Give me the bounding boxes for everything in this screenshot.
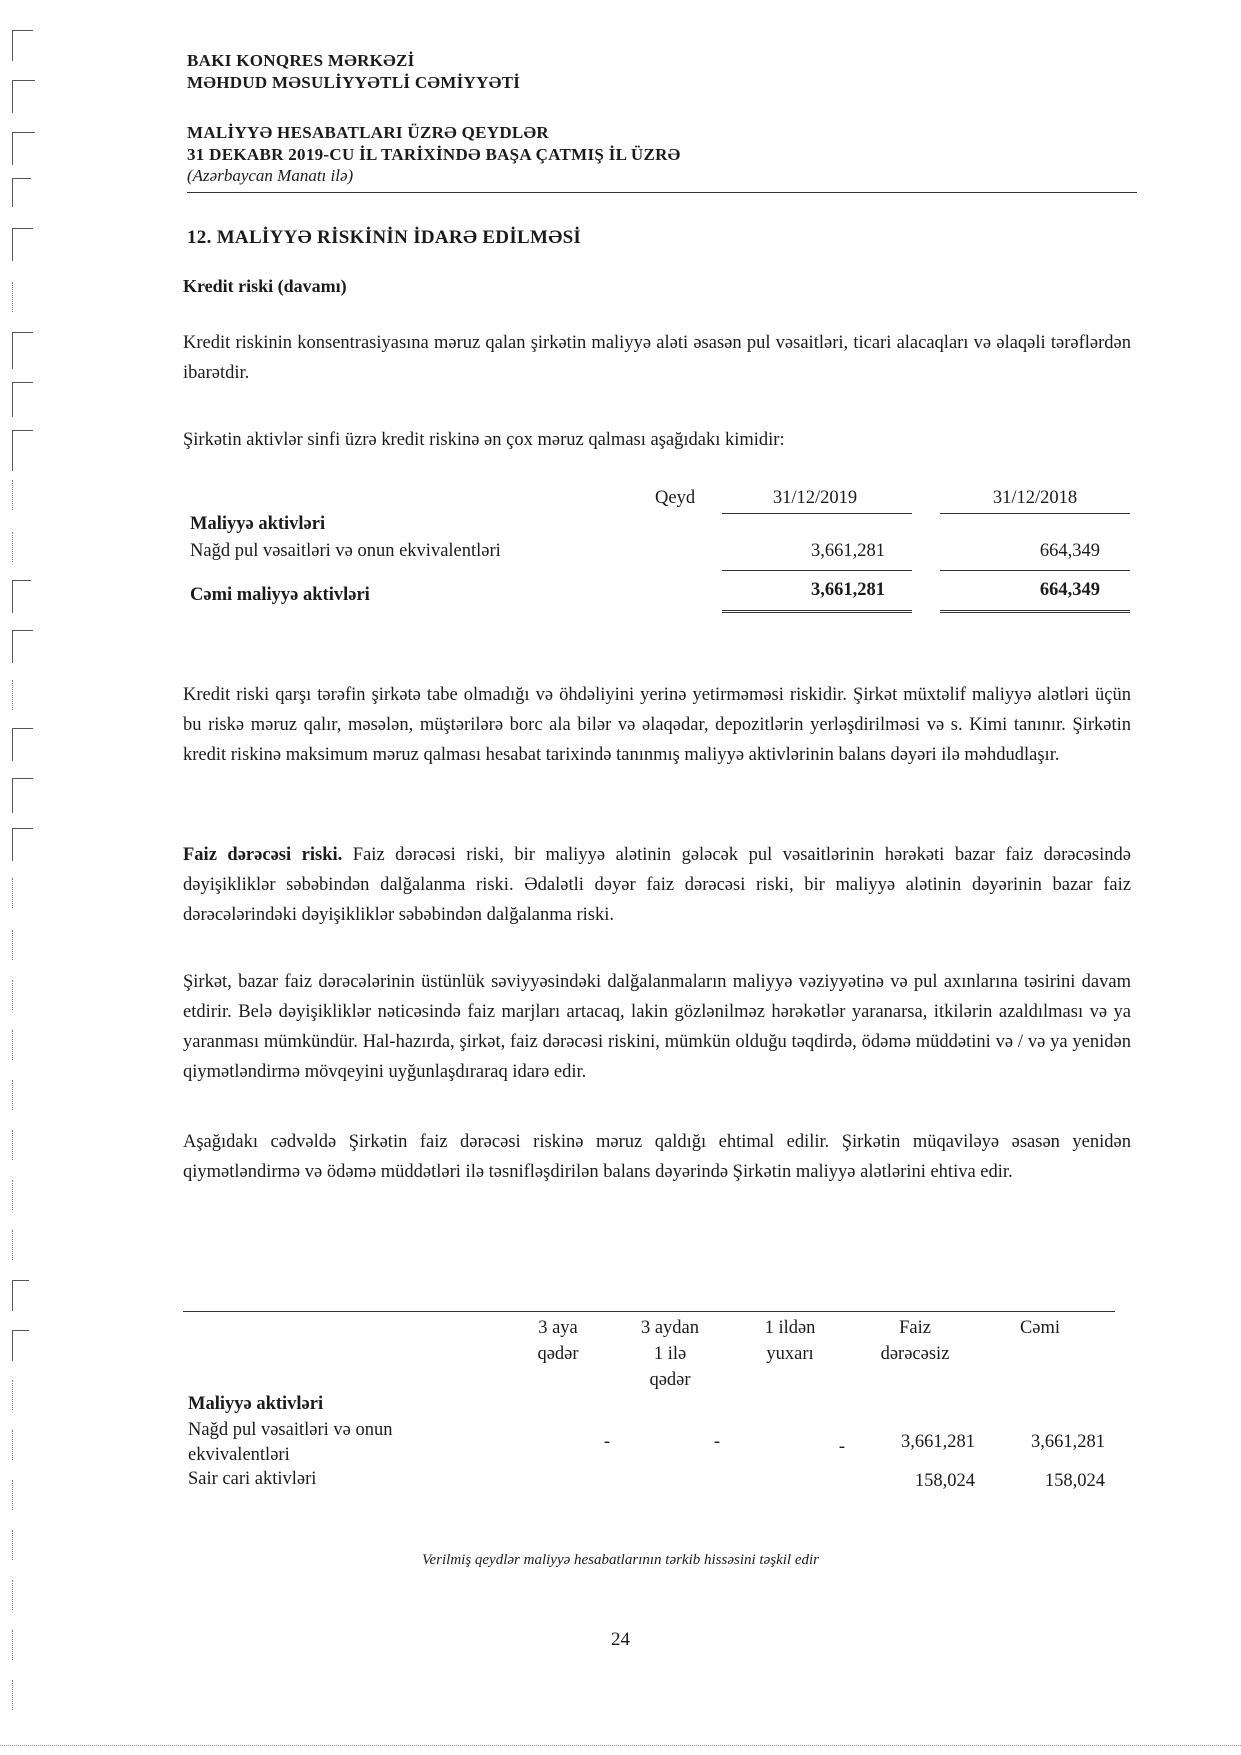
table1-total-2018: 664,349	[1039, 580, 1100, 600]
table1-row-2018: 664,349	[1039, 541, 1100, 561]
table2-header-col2-l2: 1 ilə	[653, 1344, 687, 1364]
table2-header-col1	[508, 1315, 608, 1367]
table2-row2-label: Sair cari aktivləri	[188, 1469, 317, 1489]
table2-row1-label	[188, 1418, 392, 1468]
table2-header-col5-l1: Cəmi	[1019, 1318, 1061, 1338]
scan-bottom-edge	[0, 1745, 1241, 1746]
table1-header-rule-2019	[722, 513, 912, 514]
header-rule	[187, 192, 1137, 193]
table2-header-col5	[990, 1315, 1090, 1341]
paragraph-4	[183, 840, 1131, 930]
table2-row1-col1: -	[603, 1432, 610, 1452]
table2-top-rule	[183, 1311, 1115, 1312]
table1-subtotal-rule-2018	[940, 570, 1130, 571]
table2-header-col4	[855, 1315, 975, 1367]
table2-header-col3-l1: 1 ildən	[764, 1318, 816, 1338]
table2-row2-col5: 158,024	[1044, 1471, 1105, 1491]
table1-total-2019: 3,661,281	[811, 580, 885, 600]
table2-header-col4-l1: Faiz	[899, 1318, 931, 1338]
paragraph-1: Kredit riskinin konsentrasiyasına məruz qalan şirkətin maliyyə aləti əsasən pul vəsaitləri, ticari alacaqları və əlaqəli tərəflərdən ibarətdir.	[183, 333, 1131, 383]
table2-row1-label-l2: ekvivalentləri	[188, 1445, 290, 1465]
table1-header-note: Qeyd	[655, 488, 696, 508]
table2-row2-col4: 158,024	[914, 1471, 975, 1491]
table2-row1-col4: 3,661,281	[901, 1432, 975, 1452]
table2-header-col2-l1: 3 aydan	[640, 1318, 700, 1338]
table2-header-col3-l2: yuxarı	[766, 1344, 814, 1364]
table1-total-rule-2018	[940, 610, 1130, 613]
table1-header-2018: 31/12/2018	[992, 488, 1078, 508]
table1-row-label: Nağd pul vəsaitləri və onun ekvivalentləri	[190, 541, 501, 561]
table2-header-col2	[615, 1315, 725, 1393]
section-title: 12. MALİYYƏ RİSKİNİN İDARƏ EDİLMƏSİ	[187, 227, 582, 248]
table2-row1-col2: -	[713, 1432, 720, 1452]
table1-group-label: Maliyyə aktivləri	[190, 514, 326, 534]
paragraph-3: Kredit riski qarşı tərəfin şirkətə tabe olmadığı və öhdəliyini yerinə yetirməməsi riskidir. Şirkət müxtəlif maliyyə alətləri üçün bu riskə məruz qalır, məsələn, müştərilərə borc ala bilər və əlaqədar, depozitlərin yerləşdirilməsi və s. Kimi tanınır. Şirkətin kredit riskinə maksimum məruz qalması hesabat tarixində tanınmış maliyyə aktivlərinin balans dəyəri ilə məhdudlaşır.	[183, 685, 1131, 765]
table1-row-2019: 3,661,281	[811, 541, 885, 561]
table1-header-rule-2018	[940, 513, 1130, 514]
report-title-line2: 31 DEKABR 2019-CU İL TARİXİNDƏ BAŞA ÇATMIŞ İL ÜZRƏ	[187, 145, 681, 164]
table2-header-col1-l2: qədər	[537, 1344, 579, 1364]
currency-note: (Azərbaycan Manatı ilə)	[187, 166, 354, 185]
table2-row1-label-l1: Nağd pul vəsaitləri və onun	[188, 1420, 393, 1440]
subheading: Kredit riski (davamı)	[183, 276, 347, 296]
company-name-line1: BAKI KONQRES MƏRKƏZİ	[187, 51, 415, 70]
page-number: 24	[611, 1629, 630, 1650]
table2-row1-col3: -	[838, 1437, 845, 1457]
table1-subtotal-rule-2019	[722, 570, 912, 571]
table2-header-col3	[735, 1315, 845, 1367]
paragraph-2: Şirkətin aktivlər sinfi üzrə kredit riskinə ən çox məruz qalması aşağıdakı kimidir:	[183, 430, 785, 450]
table1-total-rule-2019	[722, 610, 912, 613]
table2-row1-col5: 3,661,281	[1031, 1432, 1105, 1452]
paragraph-4-lead: Faiz dərəcəsi riski.	[183, 845, 343, 865]
company-name-line2: MƏHDUD MƏSULİYYƏTLİ CƏMİYYƏTİ	[187, 73, 521, 92]
table1-header-2019: 31/12/2019	[772, 488, 858, 508]
table2-header-col2-l3: qədər	[649, 1370, 691, 1390]
footer-note: Verilmiş qeydlər maliyyə hesabatlarının tərkib hissəsini təşkil edir	[421, 1552, 820, 1568]
table1-total-label: Cəmi maliyyə aktivləri	[190, 585, 370, 605]
paragraph-5: Şirkət, bazar faiz dərəcələrinin üstünlük səviyyəsindəki dalğalanmaların maliyyə vəziyyətinə və pul axınlarına təsirini davam etdirir. Belə dəyişikliklər nəticəsində faiz marjları artacaq, lakin gözlənilməz hərəkətlər yaranarsa, itkilərin azaldılması və ya yaranması mümkündür. Hal-hazırda, şirkət, faiz dərəcəsi riskini, mümkün olduğu təqdirdə, ödəmə müddətini və / və ya yenidən qiymətləndirmə mövqeyini uyğunlaşdıraraq idarə edir.	[183, 972, 1131, 1082]
paragraph-4-body: Faiz dərəcəsi riski, bir maliyyə alətinin gələcək pul vəsaitlərinin hərəkəti bazar faiz dərəcəsində dəyişikliklər səbəbindən dalğalanma riski. Ədalətli dəyər faiz dərəcəsi riski, bir maliyyə alətinin dəyərinin bazar faiz dərəcələrindəki dəyişikliklər səbəbindən dalğalanma riski.	[183, 845, 1131, 925]
table2-group-label: Maliyyə aktivləri	[188, 1394, 324, 1414]
report-title-line1: MALİYYƏ HESABATLARI ÜZRƏ QEYDLƏR	[187, 123, 549, 142]
table2-header-col4-l2: dərəcəsiz	[880, 1344, 950, 1364]
table2-header-col1-l1: 3 aya	[538, 1318, 578, 1338]
paragraph-6: Aşağıdakı cədvəldə Şirkətin faiz dərəcəsi riskinə məruz qaldığı ehtimal edilir. Şirkətin müqaviləyə əsasən yenidən qiymətləndirmə və ödəmə müddətləri ilə təsnifləşdirilən balans dəyərində Şirkətin maliyyə alətlərini ehtiva edir.	[183, 1132, 1131, 1182]
